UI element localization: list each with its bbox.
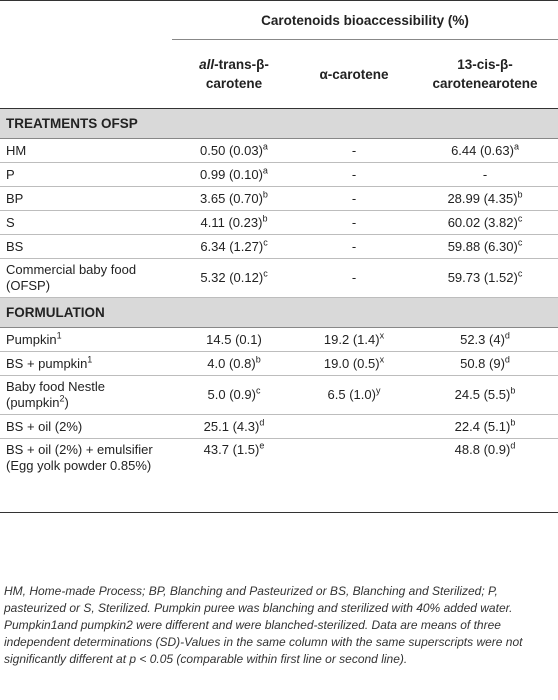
- table-row: [0, 139, 558, 163]
- section-title: FORMULATION: [0, 298, 558, 328]
- col-header-all-trans-beta-carotene: [172, 40, 296, 109]
- table-row: [0, 259, 558, 298]
- table-row: [0, 439, 558, 513]
- cell-value: 24.5 (5.5): [454, 387, 511, 402]
- value-cell: [296, 415, 412, 439]
- significance-superscript: a: [262, 165, 268, 176]
- row-label: [0, 187, 172, 211]
- row-label-text: BS + oil (2%): [6, 418, 83, 434]
- value-cell: [412, 259, 558, 298]
- row-label: [0, 376, 172, 415]
- significance-superscript: c: [255, 385, 261, 396]
- value-cell: [296, 139, 412, 163]
- significance-superscript: b: [262, 213, 268, 224]
- cell-value: 5.0 (0.9): [207, 387, 256, 402]
- value-cell: [412, 211, 558, 235]
- table-body: [0, 109, 558, 513]
- row-label: [0, 439, 172, 513]
- significance-superscript: c: [517, 268, 523, 279]
- section-title: TREATMENTS OFSP: [0, 109, 558, 139]
- cell-value: 60.02 (3.82): [447, 214, 518, 230]
- cell-value: -: [351, 190, 357, 206]
- value-cell: [296, 352, 412, 376]
- table-row: [0, 235, 558, 259]
- value-cell: [296, 163, 412, 187]
- cell-value: 28.99 (4.35): [447, 190, 518, 206]
- cell-value: 43.7 (1.5): [203, 442, 260, 457]
- value-cell: [172, 187, 296, 211]
- group-title: Carotenoids bioaccessibility (%): [172, 1, 558, 40]
- cell-value: 50.8 (9): [460, 355, 505, 371]
- value-cell: [412, 352, 558, 376]
- row-label-text: HM: [6, 142, 27, 158]
- value-cell: [172, 328, 296, 352]
- value-cell: [172, 376, 296, 415]
- significance-superscript: c: [517, 213, 523, 224]
- significance-superscript: d: [259, 417, 265, 428]
- row-label-text: S: [6, 214, 15, 230]
- value-cell: [172, 139, 296, 163]
- value-cell: [412, 439, 558, 513]
- row-label: [0, 235, 172, 259]
- row-label-text: BS + oil (2%) + emulsifier (Egg yolk powder 0.85%): [6, 442, 153, 473]
- cell-value: 6.44 (0.63): [451, 142, 514, 158]
- cell-value: 14.5 (0.1): [206, 331, 262, 347]
- row-label: [0, 352, 172, 376]
- col-header-alpha-carotene: [296, 40, 412, 109]
- cell-value: 52.3 (4): [460, 331, 505, 347]
- row-label-text: BS + pumpkin: [6, 355, 88, 371]
- table-row: [0, 328, 558, 352]
- col-header-line1: 13-cis-β-: [457, 57, 513, 72]
- value-cell: [296, 235, 412, 259]
- row-label-text: Baby food Nestle (pumpkin: [6, 379, 106, 410]
- table-footnote: HM, Home-made Process; BP, Blanching and Pasteurized or BS, Blanching and Sterilized; P, pasteurized or S, Sterilized. Pumpkin puree was blanching and sterilized with 40% added water. Pumpkin1and pumpkin2 were different and were blanched-sterilized. Data are means of three independent determinations (SD)-Values in the same column with the same superscripts were not significantly different at p < 0.05 (comparable within first line or second line).: [4, 584, 523, 666]
- row-label-text: Pumpkin: [6, 331, 57, 347]
- row-label-text: Commercial baby food (OFSP): [6, 262, 137, 293]
- row-label: [0, 163, 172, 187]
- col-header-line2: carotene: [205, 76, 263, 91]
- significance-superscript: d: [504, 330, 510, 341]
- cell-value: -: [351, 270, 357, 285]
- significance-superscript: c: [263, 268, 268, 279]
- value-cell: [412, 328, 558, 352]
- significance-superscript: d: [510, 440, 516, 451]
- significance-superscript: b: [517, 189, 523, 200]
- row-label-superscript: 1: [56, 330, 62, 341]
- row-label: [0, 259, 172, 298]
- row-label: [0, 211, 172, 235]
- cell-value: 59.73 (1.52): [447, 270, 518, 285]
- value-cell: [296, 439, 412, 513]
- table-row: [0, 352, 558, 376]
- col-header-line1: -trans-β-: [214, 57, 269, 72]
- row-label-text: BS: [6, 238, 24, 254]
- col-header-line2: carotenearotene: [432, 76, 538, 91]
- cell-value: 22.4 (5.1): [454, 418, 511, 434]
- significance-superscript: d: [504, 354, 510, 365]
- value-cell: [172, 235, 296, 259]
- value-cell: [172, 439, 296, 513]
- cell-value: 59.88 (6.30): [447, 238, 518, 254]
- significance-superscript: a: [262, 141, 268, 152]
- value-cell: [172, 163, 296, 187]
- table-row: [0, 376, 558, 415]
- cell-value: 5.32 (0.12): [200, 270, 264, 285]
- cell-value: 0.99 (0.10): [200, 166, 263, 182]
- significance-superscript: b: [255, 354, 261, 365]
- value-cell: [412, 139, 558, 163]
- significance-superscript: x: [379, 354, 385, 365]
- significance-superscript: x: [379, 330, 385, 341]
- col-header-italic: all: [199, 57, 215, 72]
- significance-superscript: e: [259, 440, 265, 451]
- row-label-superscript: 1: [87, 354, 93, 365]
- cell-value: 6.34 (1.27): [200, 238, 264, 254]
- significance-superscript: c: [263, 237, 268, 248]
- value-cell: [296, 211, 412, 235]
- row-label-text: P: [6, 166, 15, 182]
- significance-superscript: b: [262, 189, 268, 200]
- col-header-line1: α-carotene: [319, 66, 389, 82]
- significance-superscript: c: [517, 237, 523, 248]
- table-row: [0, 415, 558, 439]
- table-row: [0, 187, 558, 211]
- col-header-13-cis-beta-carotene: [412, 40, 558, 109]
- cell-value: 0.50 (0.03): [200, 142, 263, 158]
- cell-value: 19.2 (1.4): [323, 331, 380, 347]
- value-cell: [296, 187, 412, 211]
- row-label-text: BP: [6, 190, 24, 206]
- column-header-row: [0, 40, 558, 109]
- section-header-row: [0, 109, 558, 139]
- value-cell: [296, 259, 412, 298]
- value-cell: [172, 352, 296, 376]
- cell-value: 4.0 (0.8): [207, 355, 256, 371]
- row-label-superscript: 2: [59, 393, 65, 404]
- section-header-row: [0, 298, 558, 328]
- row-label: [0, 328, 172, 352]
- value-cell: [172, 259, 296, 298]
- value-cell: [412, 415, 558, 439]
- table-row: [0, 163, 558, 187]
- significance-superscript: b: [510, 385, 516, 396]
- table-row: [0, 211, 558, 235]
- value-cell: [172, 415, 296, 439]
- cell-value: -: [482, 166, 488, 182]
- empty-header-cell: [0, 1, 172, 40]
- value-cell: [412, 187, 558, 211]
- significance-superscript: b: [510, 417, 516, 428]
- cell-value: 6.5 (1.0): [327, 387, 376, 402]
- significance-superscript: a: [513, 141, 519, 152]
- significance-superscript: y: [375, 385, 381, 396]
- value-cell: [296, 328, 412, 352]
- row-label: [0, 415, 172, 439]
- cell-value: -: [351, 238, 357, 254]
- value-cell: [412, 163, 558, 187]
- empty-header-cell: [0, 40, 172, 109]
- value-cell: [412, 235, 558, 259]
- cell-value: 4.11 (0.23): [200, 214, 263, 230]
- row-label-tail: ): [64, 395, 69, 410]
- cell-value: -: [351, 142, 357, 158]
- row-label: [0, 139, 172, 163]
- value-cell: [172, 211, 296, 235]
- cell-value: 19.0 (0.5): [323, 355, 380, 371]
- value-cell: [296, 376, 412, 415]
- cell-value: 25.1 (4.3): [203, 418, 260, 434]
- cell-value: 48.8 (0.9): [454, 442, 511, 457]
- value-cell: [412, 376, 558, 415]
- group-header-row: [0, 1, 558, 40]
- cell-value: -: [351, 214, 357, 230]
- cell-value: 3.65 (0.70): [200, 190, 263, 206]
- cell-value: -: [351, 166, 357, 182]
